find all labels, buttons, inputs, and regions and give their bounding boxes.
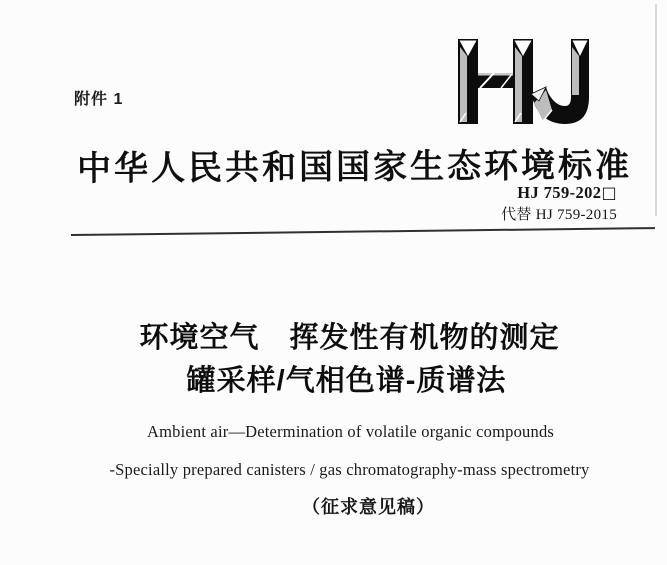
year-placeholder-box: □: [601, 183, 617, 202]
standard-number-text: HJ 759-202: [517, 183, 602, 202]
draft-note: （征求意见稿）: [302, 497, 435, 517]
doc-title-cn-line1: 环境空气 挥发性有机物的测定: [139, 322, 560, 354]
doc-title-en-line2: -Specially prepared canisters / gas chromatography-mass spectrometry: [109, 460, 590, 479]
doc-title-cn-line2: 罐采样/气相色谱-质谱法: [186, 365, 507, 397]
hj-logo: [455, 36, 600, 128]
scan-edge-line: [655, 4, 657, 216]
org-title: 中华人民共和国国家生态环境标准: [76, 147, 633, 188]
standard-number-block: [501, 183, 617, 224]
header-rule: [71, 227, 655, 236]
attachment-label: 附件 1: [74, 91, 124, 108]
standard-number: [501, 183, 617, 204]
hj-logo-graphic: [455, 36, 600, 128]
doc-title-en-line1: Ambient air—Determination of volatile organic compounds: [146, 422, 555, 441]
replaces-label: 代替 HJ 759-2015: [501, 206, 617, 223]
